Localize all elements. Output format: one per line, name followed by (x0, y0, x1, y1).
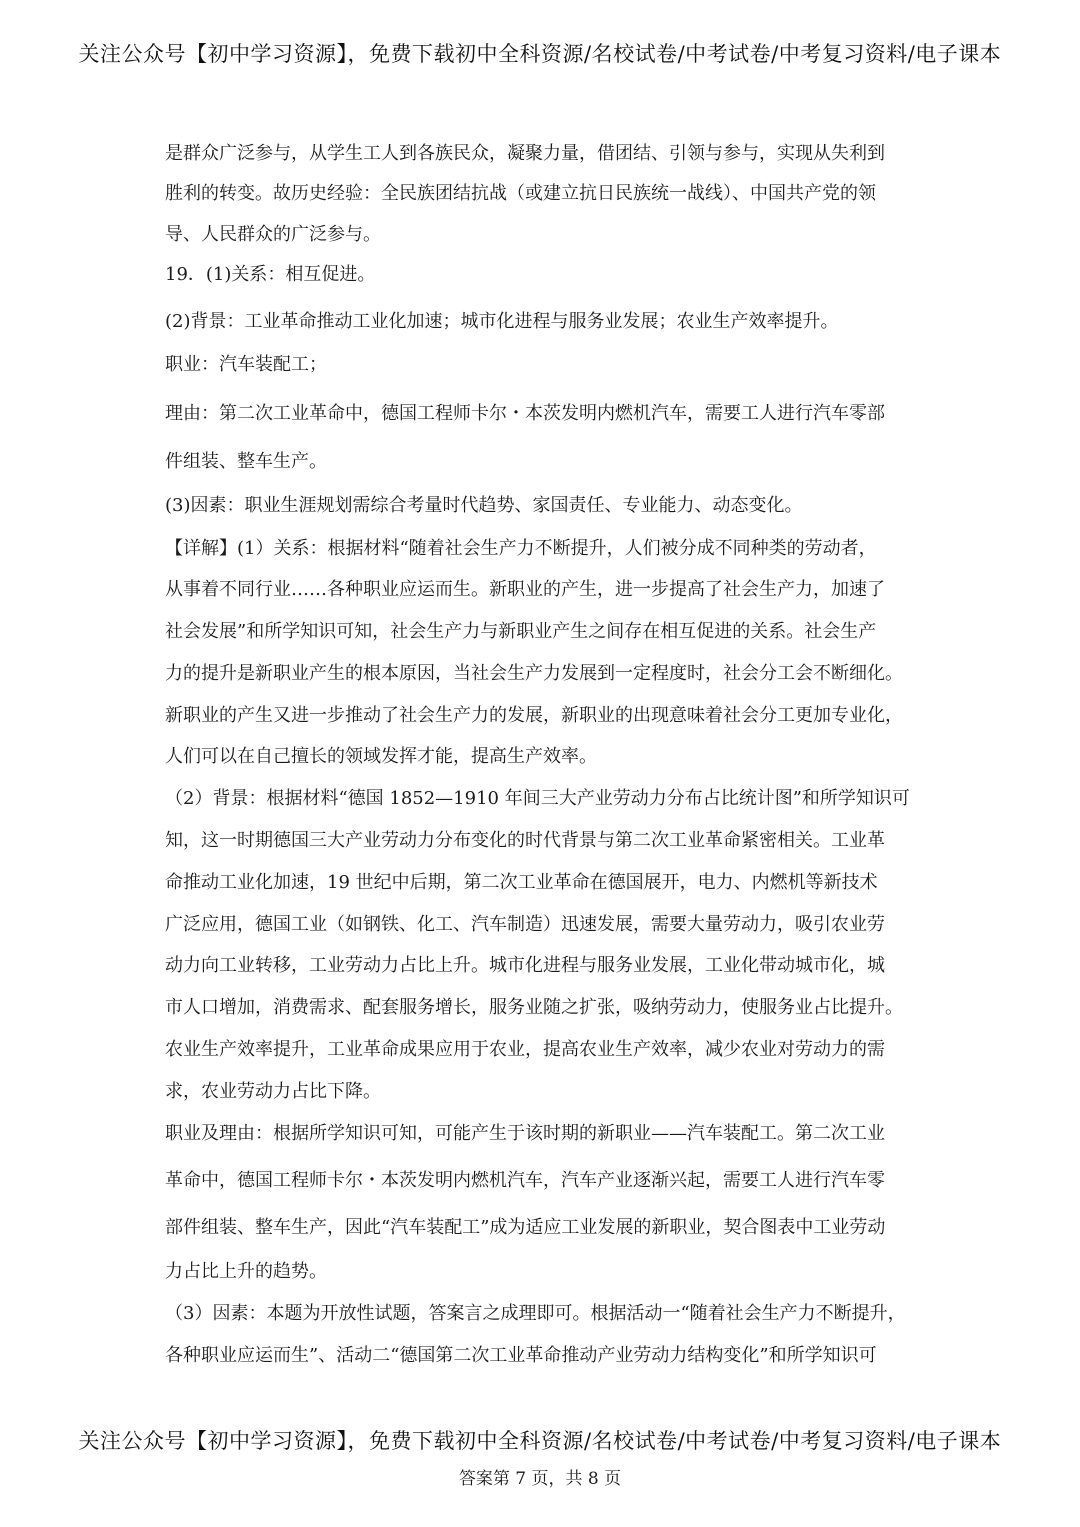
text-line: 部件组装、整车生产，因此“汽车装配工”成为适应工业发展的新职业，契合图表中工业劳动 (165, 1217, 886, 1238)
text-line: 件组装、整车生产。 (165, 451, 327, 472)
text-line: 职业及理由：根据所学知识可知，可能产生于该时期的新职业——汽车装配工。第二次工业 (165, 1123, 885, 1144)
text-line: 是群众广泛参与，从学生工人到各族民众，凝聚力量，借团结、引领与参与，实现从失利到 (165, 143, 885, 164)
question-19-answer-2: (2)背景：工业革命推动工业化加速；城市化进程与服务业发展；农业生产效率提升。 (165, 311, 839, 332)
text-line: 农业生产效率提升，工业革命成果应用于农业，提高农业生产效率，减少农业对劳动力的需 (165, 1039, 885, 1060)
text-line: 市人口增加，消费需求、配套服务增长，服务业随之扩张，吸纳劳动力，使服务业占比提升。 (165, 997, 903, 1018)
text-line: 从事着不同行业……各种职业应运而生。新职业的产生，进一步提高了社会生产力，加速了 (165, 579, 885, 600)
text-line: 理由：第二次工业革命中，德国工程师卡尔・本茨发明内燃机汽车，需要工人进行汽车零部 (165, 403, 885, 424)
text-line: 职业：汽车装配工； (165, 354, 327, 375)
question-19-answer-1: 19．(1)关系：相互促进。 (165, 264, 376, 285)
question-19-answer-3: (3)因素：职业生涯规划需综合考量时代趋势、家国责任、专业能力、动态变化。 (165, 495, 803, 516)
text-line: 广泛应用，德国工业（如钢铁、化工、汽车制造）迅速发展，需要大量劳动力，吸引农业劳 (165, 914, 885, 935)
text-line: （3）因素：本题为开放性试题，答案言之成理即可。根据活动一“随着社会生产力不断提升， (165, 1303, 906, 1324)
header-promo-banner: 关注公众号【初中学习资源】，免费下载初中全科资源/名校试卷/中考试卷/中考复习资料/电子课本 (78, 42, 1002, 66)
explanation-heading-line: 【详解】(1）关系：根据材料“随着社会生产力不断提升，人们被分成不同种类的劳动者， (165, 538, 877, 559)
text-line: 社会发展”和所学知识可知，社会生产力与新职业产生之间存在相互促进的关系。社会生产 (165, 621, 877, 642)
text-line: 人们可以在自己擅长的领域发挥才能，提高生产效率。 (165, 746, 597, 767)
text-line: 各种职业应运而生”、活动二“德国第二次工业革命推动产业劳动力结构变化”和所学知识可 (165, 1345, 877, 1366)
text-line: 力的提升是新职业产生的根本原因，当社会生产力发展到一定程度时，社会分工会不断细化。 (165, 663, 903, 684)
text-line: 导、人民群众的广泛参与。 (165, 224, 381, 245)
text-line: 命推动工业化加速，19 世纪中后期，第二次工业革命在德国展开，电力、内燃机等新技术 (165, 872, 878, 893)
text-line: 求，农业劳动力占比下降。 (165, 1081, 381, 1102)
text-line: （2）背景：根据材料“德国 1852—1910 年间三大产业劳动力分布占比统计图”和所学知识可 (165, 788, 910, 809)
footer-promo-banner: 关注公众号【初中学习资源】，免费下载初中全科资源/名校试卷/中考试卷/中考复习资料/电子课本 (78, 1429, 1002, 1453)
text-line: 力占比上升的趋势。 (165, 1261, 327, 1282)
text-line: 革命中，德国工程师卡尔・本茨发明内燃机汽车，汽车产业逐渐兴起，需要工人进行汽车零 (165, 1170, 885, 1191)
text-line: 新职业的产生又进一步推动了社会生产力的发展，新职业的出现意味着社会分工更加专业化， (165, 705, 903, 726)
text-line: 动力向工业转移，工业劳动力占比上升。城市化进程与服务业发展，工业化带动城市化，城 (165, 955, 885, 976)
page-number: 答案第 7 页，共 8 页 (458, 1469, 622, 1489)
text-line: 胜利的转变。故历史经验：全民族团结抗战（或建立抗日民族统一战线）、中国共产党的领 (165, 183, 876, 204)
text-line: 知，这一时期德国三大产业劳动力分布变化的时代背景与第二次工业革命紧密相关。工业革 (165, 830, 885, 851)
